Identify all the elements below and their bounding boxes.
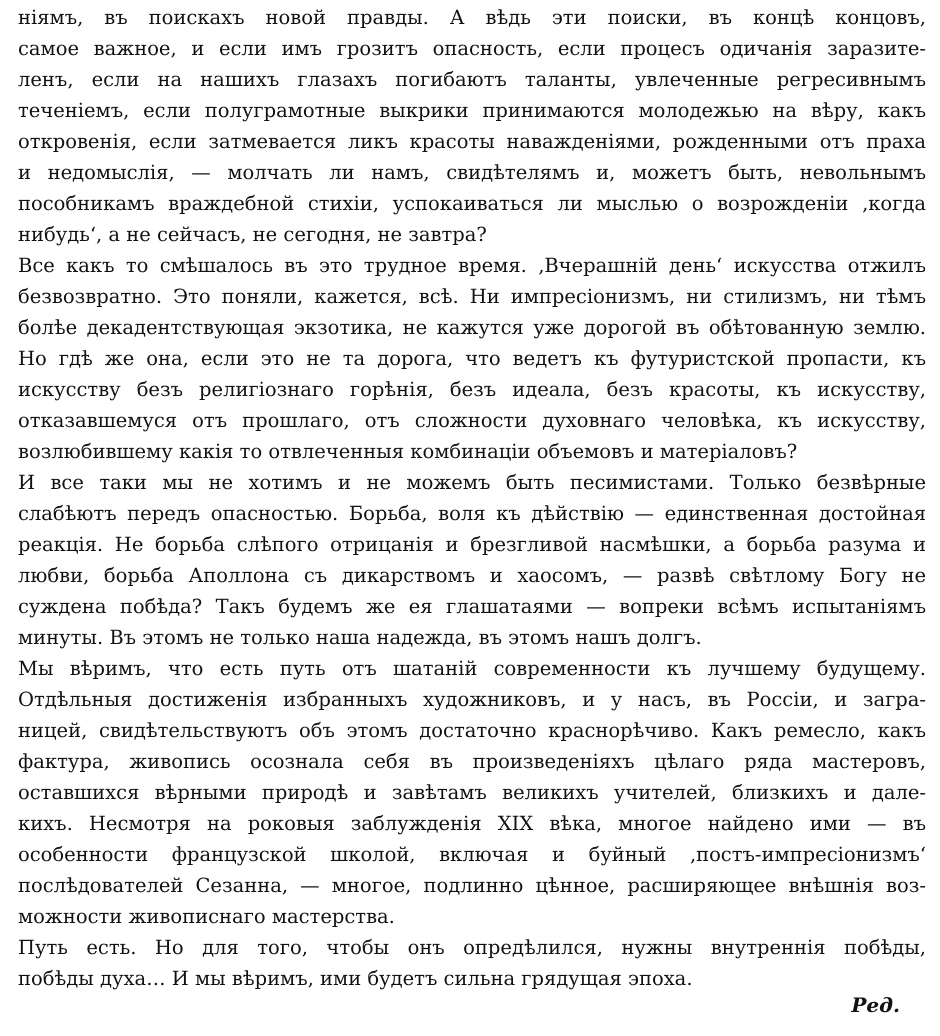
text-line: Мы вѣримъ, что есть путь отъ шатаній современности къ лучшему будущему.	[18, 657, 926, 680]
text-line: болѣе декадентствующая экзотика, не кажутся уже дорогой въ обѣтованную землю.	[18, 316, 926, 339]
text-line: Отдѣльныя достиженія избранныхъ художниковъ, и у насъ, въ Россіи, и загра-	[18, 688, 926, 711]
text-line: послѣдователей Сезанна, — многое, подлинно цѣнное, расширяющее внѣшнія воз-	[18, 874, 926, 897]
text-line: Все какъ то смѣшалось въ это трудное время. ‚Вчерашній день‘ искусства отжилъ	[18, 254, 926, 277]
editor-signature: Ред.	[851, 993, 900, 1017]
text-line: и недомыслія, — молчать ли намъ, свидѣтелямъ и, можетъ быть, невольнымъ	[18, 161, 926, 184]
text-line: возлюбившему какія то отвлеченныя комбинаціи объемовъ и матеріаловъ?	[18, 440, 798, 463]
text-line: нибудь‘, а не сейчасъ, не сегодня, не завтра?	[18, 223, 487, 246]
text-line: реакція. Не борьба слѣпого отрицанія и брезгливой насмѣшки, а борьба разума и	[18, 533, 926, 556]
text-line: суждена побѣда? Такъ будемъ же ея глашатаями — вопреки всѣмъ испытаніямъ	[18, 595, 926, 618]
text-line: фактура, живопись осознала себя въ произведеніяхъ цѣлаго ряда мастеровъ,	[18, 750, 926, 773]
text-line: особенности французской школой, включая и буйный ‚постъ-импресіонизмъ‘	[18, 843, 926, 866]
text-line: безвозвратно. Это поняли, кажется, всѣ. Ни импресіонизмъ, ни стилизмъ, ни тѣмъ	[18, 285, 926, 308]
text-line: минуты. Въ этомъ не только наша надежда, въ этомъ нашъ долгъ.	[18, 626, 702, 649]
text-line: пособникамъ враждебной стихіи, успокаиваться ли мыслью о возрожденіи ‚когда	[18, 192, 926, 215]
text-line: побѣды духа… И мы вѣримъ, ими будетъ сильна грядущая эпоха.	[18, 967, 693, 990]
text-line: откровенія, если затмевается ликъ красоты наважденіями, рожденными отъ праха	[18, 130, 926, 153]
text-line: можности живописнаго мастерства.	[18, 905, 395, 928]
text-line: искусству безъ религіознаго горѣнія, безъ идеала, безъ красоты, къ искусству,	[18, 378, 926, 401]
text-line: Путь есть. Но для того, чтобы онъ опредѣлился, нужны внутреннія побѣды,	[18, 936, 926, 959]
text-line: слабѣютъ передъ опасностью. Борьба, воля къ дѣйствію — единственная достойная	[18, 502, 926, 525]
text-line: кихъ. Несмотря на роковыя заблужденія XIX вѣка, многое найдено ими — въ	[18, 812, 926, 835]
text-line: И все таки мы не хотимъ и не можемъ быть песимистами. Только безвѣрные	[18, 471, 926, 494]
text-line: отказавшемуся отъ прошлаго, отъ сложности духовнаго человѣка, къ искусству,	[18, 409, 926, 432]
text-line: ніямъ, въ поискахъ новой правды. А вѣдь эти поиски, въ концѣ концовъ,	[18, 6, 926, 29]
text-line: теченіемъ, если полуграмотные выкрики принимаются молодежью на вѣру, какъ	[18, 99, 926, 122]
text-line: ленъ, если на нашихъ глазахъ погибаютъ таланты, увлеченные регресивнымъ	[18, 68, 926, 91]
text-line: Но гдѣ же она, если это не та дорога, что ведетъ къ футуристской пропасти, къ	[18, 347, 926, 370]
text-line: самое важное, и если имъ грозитъ опасность, если процесъ одичанія заразите-	[18, 37, 926, 60]
text-line: оставшихся вѣрными природѣ и завѣтамъ великихъ учителей, близкихъ и дале-	[18, 781, 926, 804]
text-line: ницей, свидѣтельствуютъ объ этомъ достаточно краснорѣчиво. Какъ ремесло, какъ	[18, 719, 926, 742]
text-line: любви, борьба Аполлона съ дикарствомъ и хаосомъ, — развѣ свѣтлому Богу не	[18, 564, 926, 587]
